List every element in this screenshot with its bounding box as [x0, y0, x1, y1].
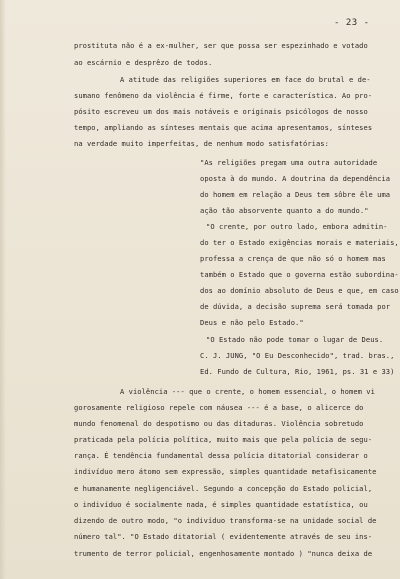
text-line: o indivíduo é socialmente nada, é simples quantidade estatística, ou	[74, 500, 368, 509]
quote-line: "O crente, por outro lado, embora admitin-	[206, 222, 388, 231]
page-edge-shadow	[0, 0, 6, 579]
text-line: A atitude das religiões superiores em face do brutal e de-	[120, 75, 371, 84]
text-line: praticada pela polícia política, muito mais que pela polícia de segu-	[74, 435, 373, 444]
quote-line: "O Estado não pode tomar o lugar de Deus.	[206, 335, 384, 344]
quote-line: de dúvida, a decisão suprema será tomada por	[200, 302, 391, 311]
quote-line: Ed. Fundo de Cultura, Rio, 1961, ps. 31 e 33)	[200, 367, 395, 376]
quote-line: C. J. JUNG, "O Eu Desconhecido", trad. bras.,	[200, 351, 395, 360]
text-line: sumano fenômeno da violência é firme, forte e característica. Ao pro-	[74, 91, 373, 100]
text-line: trumento de terror policial, engenhosamente montado ) "nunca deixa de	[74, 549, 373, 558]
text-line: tempo, ampliando as sínteses mentais que acima apresentamos, sínteses	[74, 123, 373, 132]
quote-line: "As religiões pregam uma outra autoridade	[200, 158, 378, 167]
quote-line: dos ao domínio absoluto de Deus e que, em caso	[200, 286, 399, 295]
text-line: pósito escreveu um dos mais notáveis e originais psicólogos de nosso	[74, 107, 368, 116]
quote-line: Deus e não pelo Estado."	[200, 318, 304, 327]
text-line: dizendo de outro modo, "o indivíduo transforma-se na unidade social de	[74, 516, 377, 525]
quote-line: do homem em relação a Deus tem sôbre êle uma	[200, 190, 391, 199]
quote-line: também o Estado que o governa estão subordina-	[200, 270, 399, 279]
text-line: mundo fenomenal do despotismo ou das ditaduras. Violência sobretudo	[74, 419, 364, 428]
text-line: e humanamente negligenciável. Segundo a concepção do Estado policial,	[74, 484, 373, 493]
page-number: - 23 -	[334, 18, 370, 28]
text-line: número tal". "O Estado ditatorial ( evidentemente através de seu ins-	[74, 532, 373, 541]
quote-line: professa a crença de que não só o homem mas	[200, 254, 386, 263]
text-line: A violência --- que o crente, o homem essencial, o homem vi	[120, 387, 375, 396]
quote-line: ação tão absorvente quanto a do mundo."	[200, 206, 369, 215]
text-line: indivíduo mero átomo sem expressão, simples quantidade metafìsicamente	[74, 467, 377, 476]
text-line: rança. É tendência fundamental dessa polícia ditatorial considerar o	[74, 451, 368, 460]
text-line: prostituta não é a ex-mulher, ser que possa ser espezinhado e votado	[74, 41, 368, 50]
quote-line: oposta à do mundo. A doutrina da dependência	[200, 174, 391, 183]
quote-line: do ter o Estado exigências morais e materiais,	[200, 238, 399, 247]
text-line: na verdade muito imperfeitas, de nenhum modo satisfatórias:	[74, 139, 329, 148]
text-line: gorosamente religioso repele com náusea --- é a base, o alicerce do	[74, 403, 364, 412]
text-line: ao escárnio e desprêzo de todos.	[74, 58, 213, 67]
